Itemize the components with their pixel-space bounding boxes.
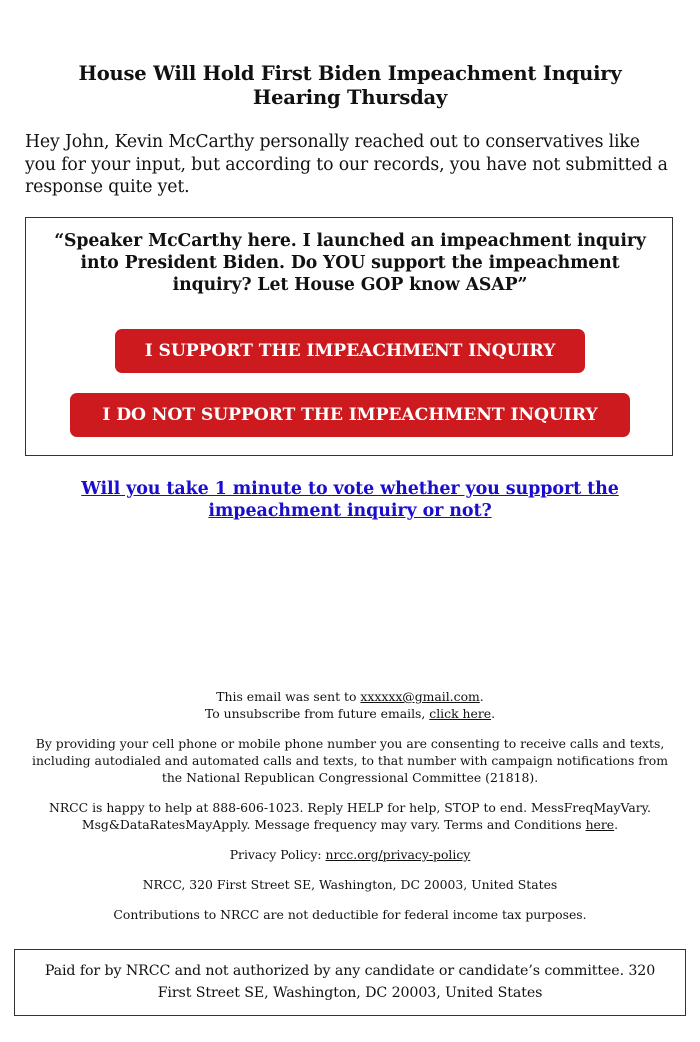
intro-paragraph: Hey John, Kevin McCarthy personally reached out to conservatives like you for your input, but according to our records, you have not submitted a response quite yet. bbox=[25, 132, 668, 197]
oppose-inquiry-button[interactable]: I DO NOT SUPPORT THE IMPEACHMENT INQUIRY bbox=[70, 393, 630, 437]
vote-link[interactable]: Will you take 1 minute to vote whether you support the impeachment inquiry or not? bbox=[81, 479, 619, 521]
privacy-prefix: Privacy Policy: bbox=[229, 847, 326, 862]
mailing-address: NRCC, 320 First Street SE, Washington, DC 20003, United States bbox=[142, 877, 558, 892]
sent-suffix: . bbox=[479, 689, 484, 704]
help-text bbox=[20, 799, 680, 833]
privacy-policy-link[interactable]: nrcc.org/privacy-policy bbox=[325, 847, 471, 862]
footer bbox=[20, 688, 680, 936]
mccarthy-quote: “Speaker McCarthy here. I launched an impeachment inquiry into President Biden. Do YOU support the impeachment inquiry? Let House GOP know ASAP” bbox=[54, 231, 646, 295]
recipient-email-link[interactable]: xxxxxx@gmail.com bbox=[360, 689, 480, 704]
unsubscribe-link[interactable]: click here bbox=[429, 706, 492, 721]
headline: House Will Hold First Biden Impeachment Inquiry Hearing Thursday bbox=[78, 62, 622, 109]
help-text-body: NRCC is happy to help at 888-606-1023. Reply HELP for help, STOP to end. MessFreqMayVary. Msg&DataRatesMayApply. Message frequency may vary. Terms and Conditions bbox=[49, 800, 651, 832]
terms-suffix: . bbox=[614, 817, 619, 832]
quote-box bbox=[25, 217, 673, 456]
privacy-policy bbox=[20, 846, 680, 863]
unsub-suffix: . bbox=[491, 706, 496, 721]
footer-recipient bbox=[20, 688, 680, 722]
paid-for-disclaimer: Paid for by NRCC and not authorized by any candidate or candidate’s committee. 320 First Street SE, Washington, DC 20003, United States bbox=[14, 949, 686, 1016]
consent-text: By providing your cell phone or mobile phone number you are consenting to receive calls and texts, including autodialed and automated calls and texts, to that number with campaign notifications from the National Republican Congressional Committee (21818). bbox=[31, 736, 668, 785]
support-inquiry-button[interactable]: I SUPPORT THE IMPEACHMENT INQUIRY bbox=[115, 329, 585, 373]
sent-prefix: This email was sent to bbox=[216, 689, 361, 704]
terms-link[interactable]: here bbox=[585, 817, 615, 832]
tax-note: Contributions to NRCC are not deductible for federal income tax purposes. bbox=[113, 907, 587, 922]
unsub-prefix: To unsubscribe from future emails, bbox=[204, 706, 430, 721]
